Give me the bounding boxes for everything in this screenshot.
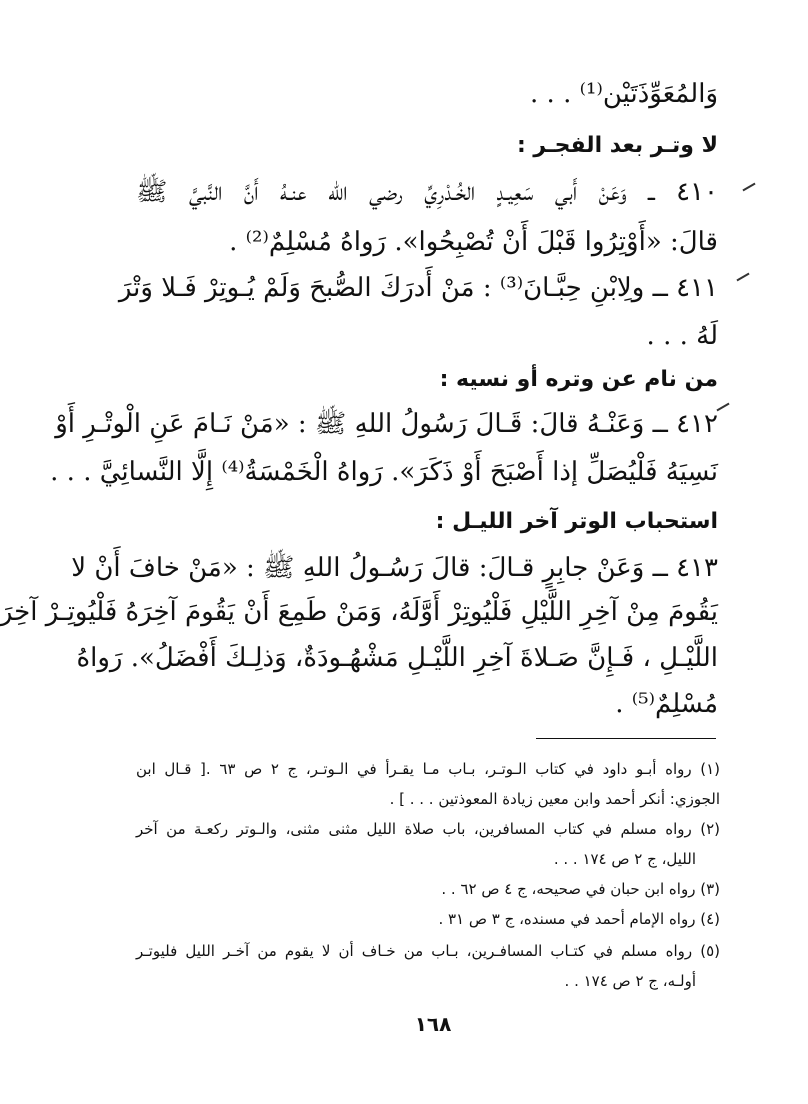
section-heading-witr-at-night-end: استحباب الوتر آخر الليـل : xyxy=(435,509,718,534)
hadith-413-line: ٤١٣ ــ وَعَنْ جابِرٍ قـالَ: قالَ رَسُـولُ اللهِ ﷺ : «مَنْ خافَ أَنْ لا xyxy=(71,553,718,583)
hadith-413-line: اللَّيْـلِ ، فَـإِنَّ صَـلاةَ آخِرِ اللَّيْـلِ مَشْهُـودَةٌ، وَذلِـكَ أَفْضَلُ». رَواهُ xyxy=(76,643,718,673)
section-heading-sleeping-through-witr: من نام عن وتره أو نسيه : xyxy=(439,367,718,392)
page-number: ١٦٨ xyxy=(414,1012,452,1036)
footnote-5-line: (٥) رواه مسلم في كتـاب المسافـرين، بـاب من خـاف أن لا يقوم من آخـر الليل فليوتـر xyxy=(136,942,720,960)
hadith-412-line: ٤١٢ ــ وَعَنْـهُ قالَ: قَـالَ رَسُولُ اللهِ ﷺ : «مَنْ نَـامَ عَنِ الْوتْـرِ أَوْ xyxy=(55,409,718,439)
footnote-2-line: الليل، ج ٢ ص ١٧٤ . . . xyxy=(553,850,696,868)
hadith-413-line: يَقُومَ مِنْ آخِرِ اللَّيْلِ فَلْيُوتِرْ أَوَّلَهُ، وَمَنْ طَمِعَ أَنْ يَقُومَ آخِرَهُ فَلْيُوتِـرْ آخِرَ xyxy=(0,597,718,627)
footnote-separator-rule xyxy=(536,738,716,739)
footnote-2-line: (٢) رواه مسلم في كتاب المسافرين، باب صلاة الليل مثنى مثنى، والـوتر ركعـة من آخر xyxy=(136,820,720,838)
footnote-3-line: (٣) رواه ابن حبان في صحيحه، ج ٤ ص ٦٢ . . xyxy=(441,880,720,898)
hadith-411-line: ٤١١ ــ ولِابْنِ حِبَّـانَ⁽³⁾ : مَنْ أَدرَكَ الصُّبحَ وَلَمْ يُـوتِرْ فَـلا وَتْرَ xyxy=(118,273,718,303)
margin-tick-mark xyxy=(742,183,755,192)
footnote-4-line: (٤) رواه الإمام أحمد في مسنده، ج ٣ ص ٣١ . xyxy=(438,910,720,928)
footnote-1-line: الجوزي: أنكر أحمد وابن معين زيادة المعوذتين . . . ] . xyxy=(389,790,720,808)
section-heading-no-witr-after-dawn: لا وتـر بعد الفجـر : xyxy=(516,133,718,158)
hadith-413-line: مُسْلِمٌ⁽⁵⁾ . xyxy=(615,689,718,719)
margin-tick-mark xyxy=(736,273,749,282)
margin-tick-mark xyxy=(716,403,729,412)
hadith-410-line: ٤١٠ ــ وَعَنْ أَبي سَعِيـدٍ الخُـدْرِيِّ رضي الله عنـهُ أَنَّ النَّبيَّ ﷺ xyxy=(136,177,718,207)
hadith-410-line: قالَ: «أَوْتِرُوا قَبْلَ أَنْ تُصْبِحُوا». رَواهُ مُسْلِمٌ⁽²⁾ . xyxy=(229,227,718,257)
hadith-412-line: نَسِيَهُ فَلْيُصَلِّ إذا أَصْبَحَ أَوْ ذَكَرَ». رَواهُ الْخَمْسَةُ⁽⁴⁾ إِلَّا النَّسائِيَّ . . . xyxy=(50,457,718,487)
footnote-5-line: أولـه، ج ٢ ص ١٧٤ . . xyxy=(564,972,696,990)
hadith-411-line: لَهُ . . . xyxy=(646,321,718,351)
footnote-1-line: (١) رواه أبـو داود في كتاب الـوتـر، بـاب مـا يقـرأ في الـوتـر، ج ٢ ص ٦٣ .[ قـال ابن xyxy=(136,760,721,778)
text-line: وَالمُعَوِّذَتَيْن⁽¹⁾ . . . xyxy=(530,79,718,109)
